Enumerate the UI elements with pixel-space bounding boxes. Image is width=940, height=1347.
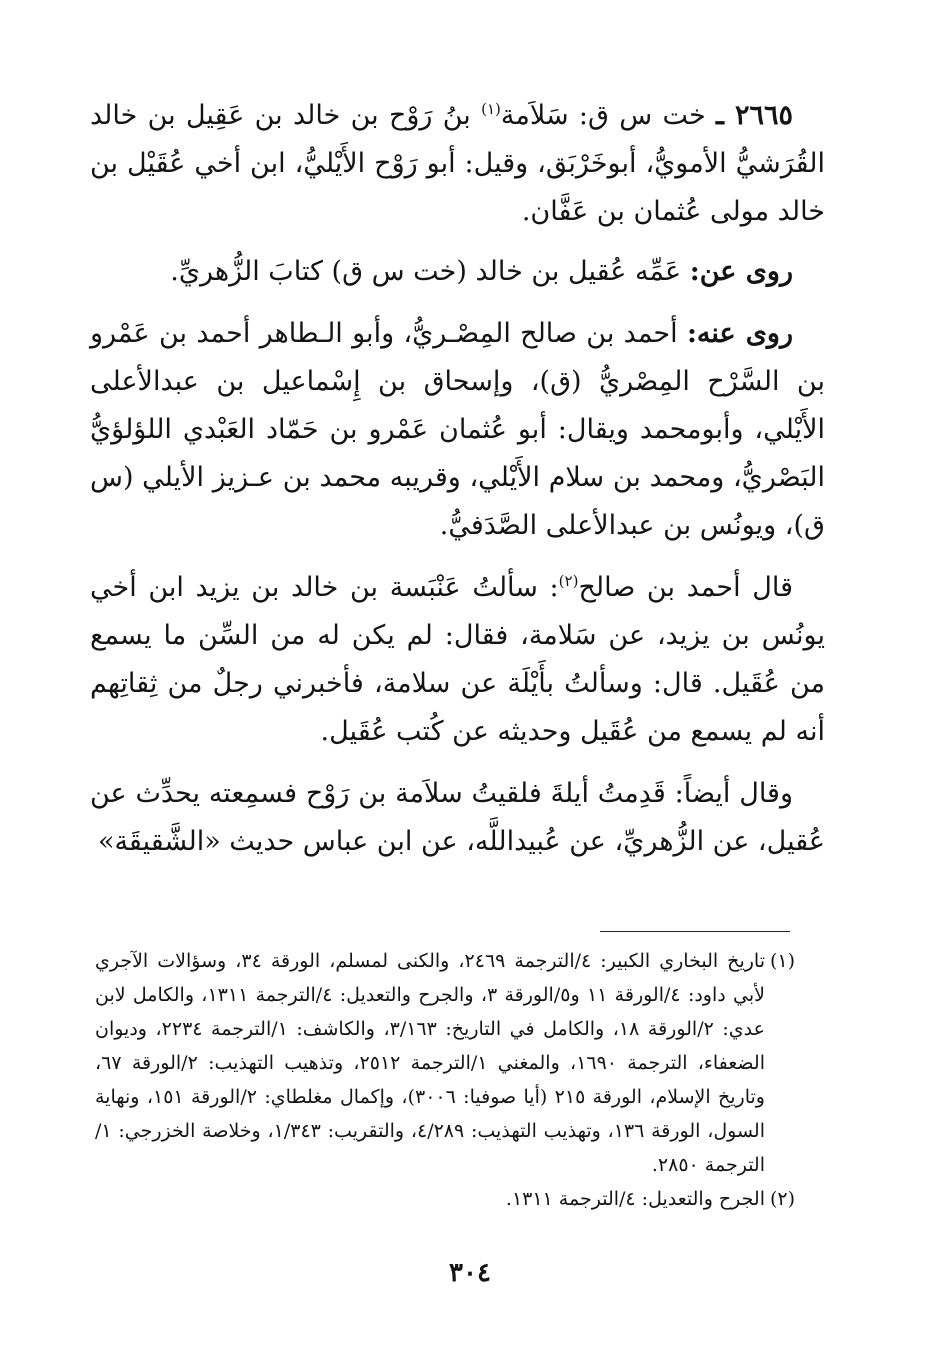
footnote-ref-2[interactable]: (٢) [558,572,579,590]
footnote-2-marker: (٢) [769,1188,795,1210]
footnote-1-text: تاريخ البخاري الكبير: ٤/الترجمة ٢٤٦٩، والكنى لمسلم، الورقة ٣٤، وسؤالات الآجري لأبي داود: ٤/الورقة ١١ و٥/الورقة ٣، والجرح والتعديل: ٤/الترجمة ١٣١١، والكامل لابن عدي: ٢/الورقة ١٨، والكامل في التاريخ: ٣/١٦٣، والكاشف: ١/الترجمة ٢٢٣٤، وديوان الضعفاء، الترجمة ١٦٩٠، والمغني ١/الترجمة ٢٥١٢، وتذهيب التهذيب: ٢/الورقة ٦٧، وتاريخ الإسلام، الورقة ٢١٥ (أيا صوفيا: ٣٠٠٦)، وإكمال مغلطاي: ٢/الورقة ١٥١، ونهاية السول، الورقة ١٣٦، وتهذيب التهذيب: ٤/٢٨٩، والتقريب: ١/٣٤٣، وخلاصة الخزرجي: ١/الترجمة ٢٨٥٠. [95,950,765,1176]
qala-aydan-text: وقال أيضاً: قَدِمتُ أيلةَ فلقيتُ سلاَمة بن رَوْح فسمِعته يحدِّث عن عُقيل، عن الزُّهريِّ، عن عُبيداللَّه، عن ابن عباس حديث «الشَّقيقَة» [90,778,825,857]
qala-ahmad-text: : سألتُ عَنْبَسة بن خالد بن يزيد ابن أخي يونُس بن يزيد، عن سَلامة، فقال: لم يكن له من السِّن ما يسمع من عُقَيل. قال: وسألتُ بأَيْلَة عن سلامة، فأخبرني رجلٌ من ثِقاتِهم أنه لم يسمع من عُقَيل وحديثه عن كُتب عُقَيل. [90,572,825,747]
entry-paragraph [90,92,825,236]
riwaya-an-label: روى عن: [689,256,793,287]
footnote-2 [95,1182,795,1216]
riwaya-anhu-paragraph [90,310,825,550]
footnote-1-marker: (١) [769,950,795,972]
footnotes [95,944,795,1216]
riwaya-anhu-text: أحمد بن صالح المِصْـريُّ، وأبو الـطاهر أحمد بن عَمْرو بن السَّرْح المِصْريُّ (ق)، وإسحاق بن إِسْماعيل بن عبدالأعلى الأَيْلي، وأبومحمد ويقال: أبو عُثمان عَمْرو بن حَمّاد العَبْدي اللؤلؤيُّ البَصْريُّ، ومحمد بن سلام الأَيْلي، وقريبه محمد بن عـزيز الأيلي (س ق)، ويونُس بن عبدالأعلى الصَّدَفيُّ. [90,318,825,541]
qala-ahmad-paragraph [90,564,825,756]
entry-body-text: بنُ رَوْح بن خالد بن عَقِيل بن خالد القُرَشيُّ الأمويُّ، أبوخَرْبَق، وقيل: أبو رَوْح الأَيْليُّ، ابن أخي عُقَيْل بن خالد مولى عُثمان بن عَفَّان. [90,100,825,227]
qala-ahmad-lead: قال أحمد بن صالح [578,572,793,603]
footnote-ref-1[interactable]: (١) [481,100,501,118]
riwaya-an-text: عَمِّه عُقيل بن خالد (خت س ق) كتابَ الزُّهريِّ. [170,256,690,287]
footnote-1 [95,944,795,1182]
main-text [90,92,825,880]
riwaya-an-paragraph [90,248,825,296]
riwaya-anhu-label: روى عنه: [686,318,793,349]
qala-aydan-paragraph [90,770,825,866]
footnote-divider [600,931,790,932]
entry-number: ٢٦٦٥ ـ [715,100,793,131]
footnote-2-text: الجرح والتعديل: ٤/الترجمة ١٣١١. [505,1188,765,1210]
page-number: ٣٠٤ [449,1258,491,1288]
entry-heading-text: خت س ق: سَلاَمة [500,100,706,131]
